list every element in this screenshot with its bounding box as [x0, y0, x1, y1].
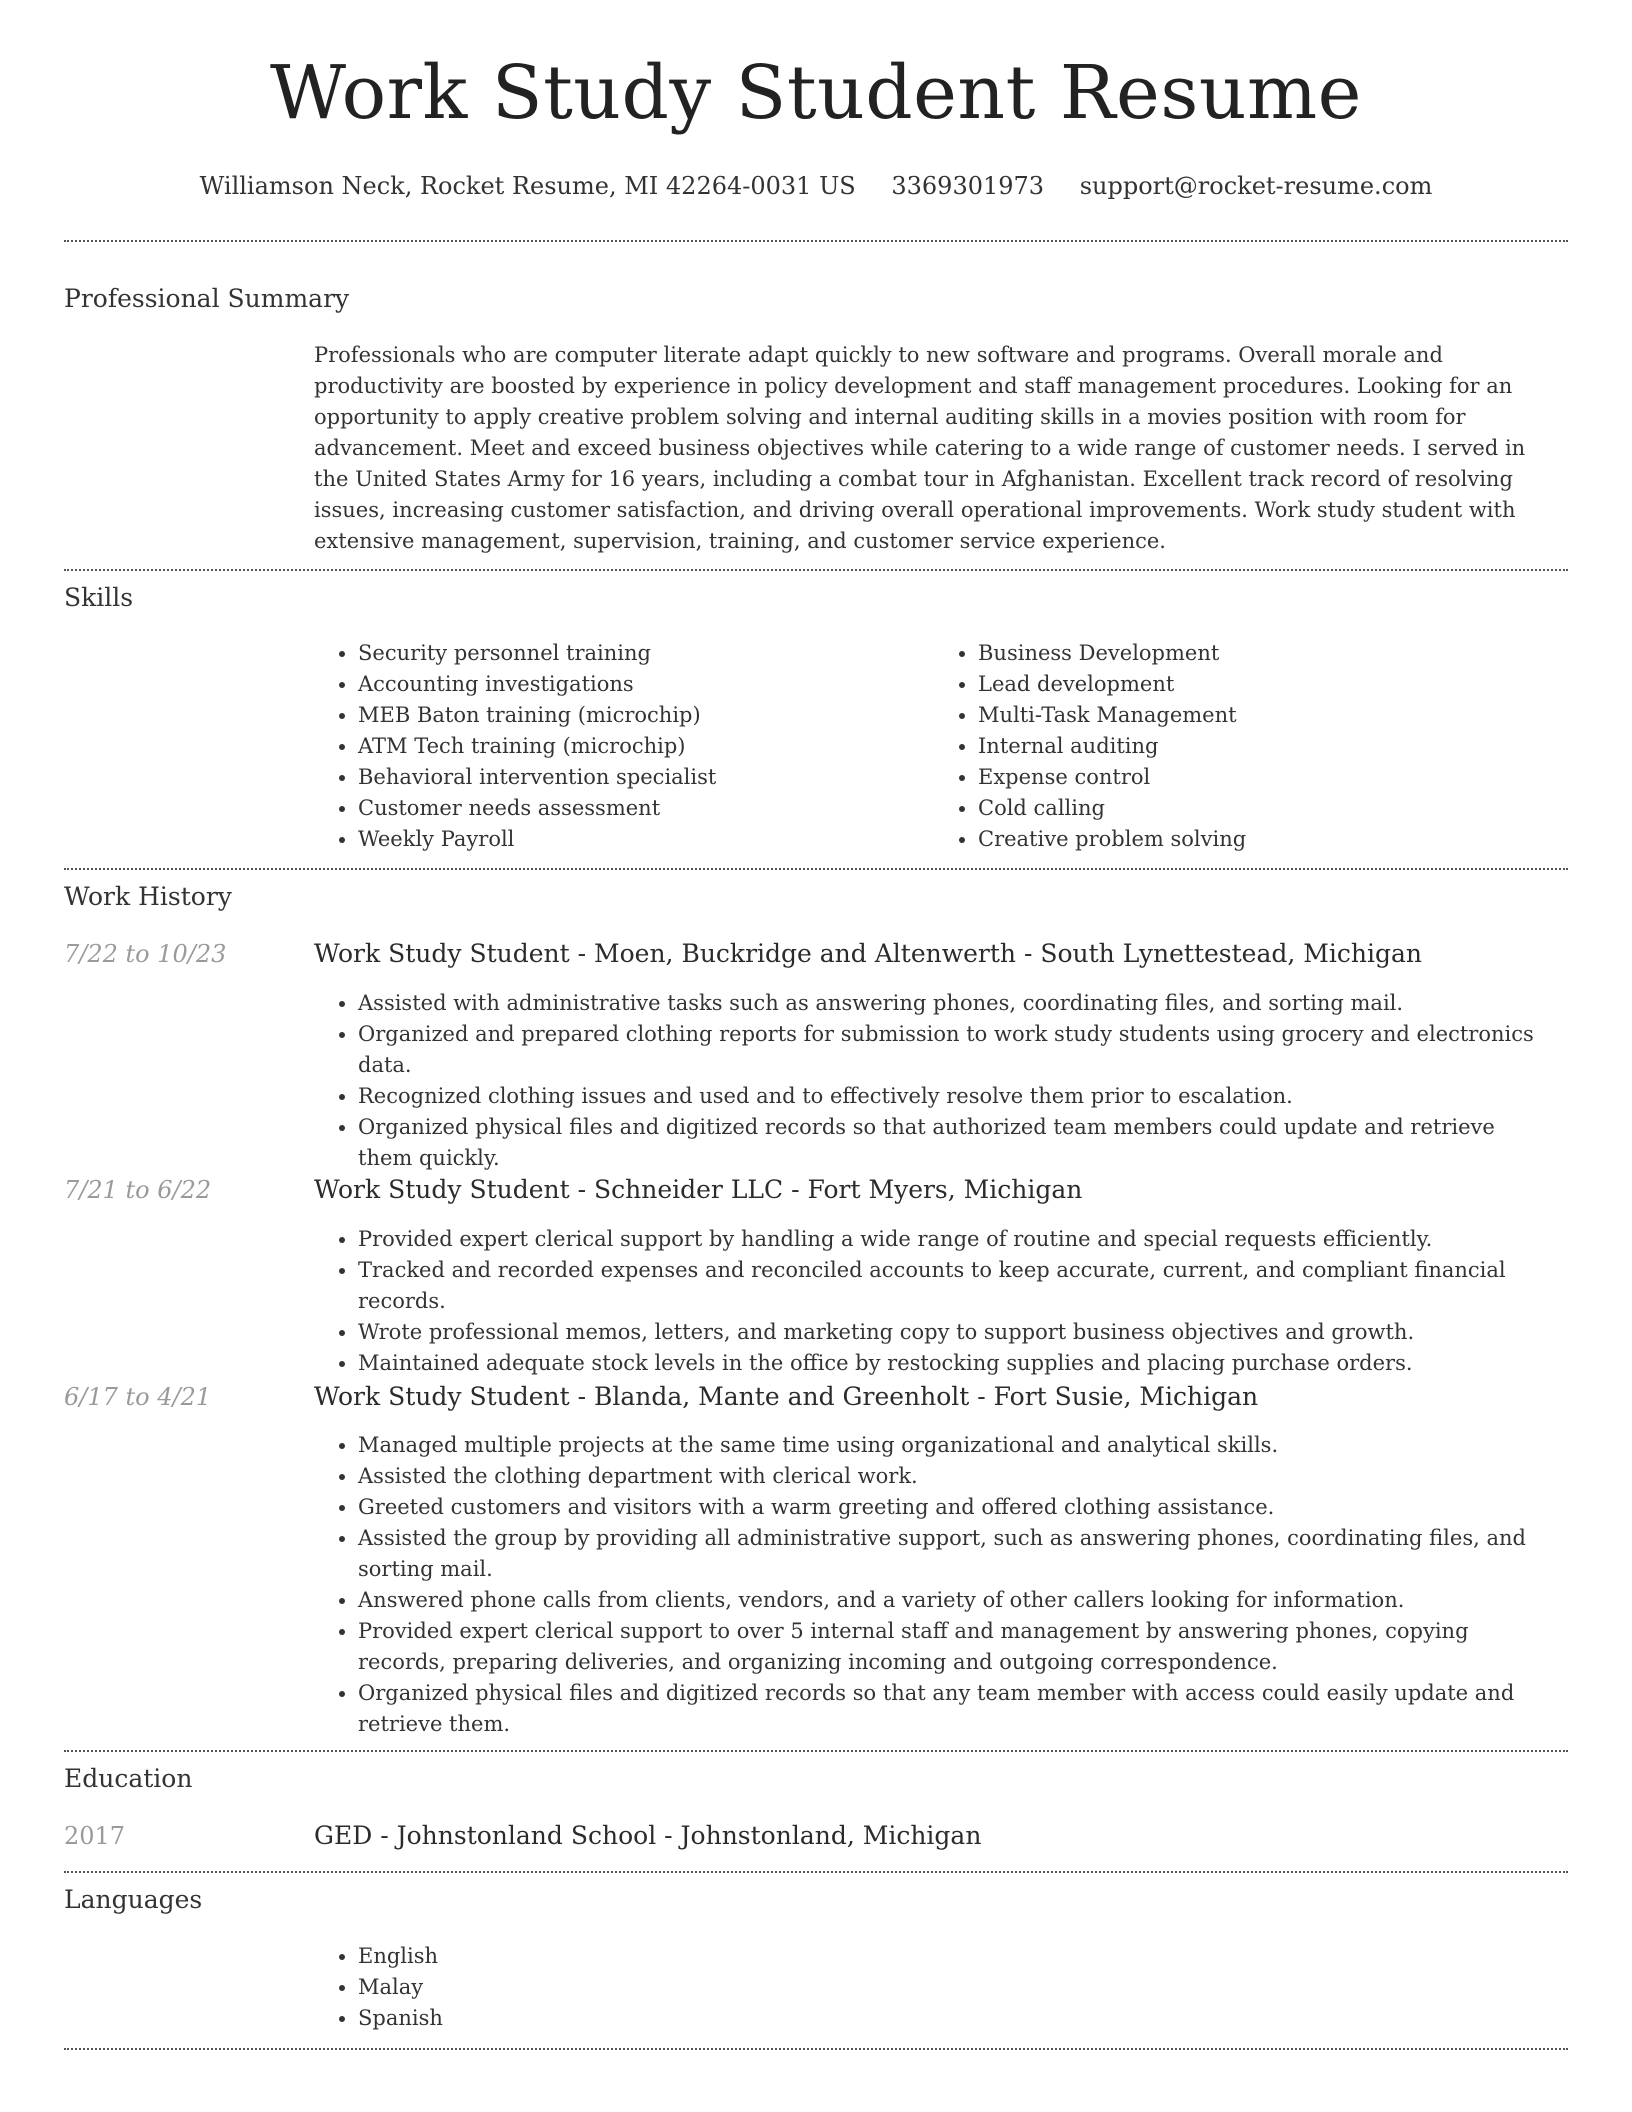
skills-section: [314, 638, 1554, 855]
skill-item: • Cold calling: [978, 793, 1554, 824]
job-duties: [314, 1224, 1554, 1379]
duty-item: • Provided expert clerical support by handling a wide range of routine and special requests efficiently.: [358, 1224, 1554, 1255]
skill-item: • Internal auditing: [978, 731, 1554, 762]
languages-section: [314, 1941, 1554, 2034]
section-divider: [64, 240, 1568, 242]
education-entry: GED - Johnstonland School - Johnstonland, Michigan: [314, 1821, 982, 1850]
job-title: Work Study Student - Schneider LLC - Fort Myers, Michigan: [314, 1175, 1083, 1204]
job-dates: 7/22 to 10/23: [64, 940, 227, 968]
duty-item: • Wrote professional memos, letters, and marketing copy to support business objectives and growth.: [358, 1317, 1554, 1348]
duty-item: • Maintained adequate stock levels in the office by restocking supplies and placing purchase orders.: [358, 1348, 1554, 1379]
language-item: • English: [358, 1941, 1554, 1972]
job-duties: [314, 1430, 1554, 1740]
language-item: • Spanish: [358, 2003, 1554, 2034]
language-item: • Malay: [358, 1972, 1554, 2003]
skill-item: • Accounting investigations: [358, 669, 934, 700]
summary-heading: Professional Summary: [64, 284, 350, 313]
skill-item: • Creative problem solving: [978, 824, 1554, 855]
skill-item: • Security personnel training: [358, 638, 934, 669]
skill-item: • Weekly Payroll: [358, 824, 934, 855]
duty-item: • Greeted customers and visitors with a warm greeting and offered clothing assistance.: [358, 1492, 1554, 1523]
contact-email: support@rocket-resume.com: [1079, 172, 1433, 200]
section-divider: [64, 868, 1568, 870]
section-divider: [64, 2048, 1568, 2050]
contact-address: Williamson Neck, Rocket Resume, MI 42264-0031 US: [199, 172, 856, 200]
education-heading: Education: [64, 1764, 193, 1793]
section-divider: [64, 569, 1568, 571]
skill-item: • Business Development: [978, 638, 1554, 669]
skill-item: • Expense control: [978, 762, 1554, 793]
skills-list-left: [314, 638, 934, 855]
skill-item: • Lead development: [978, 669, 1554, 700]
skill-item: • Multi-Task Management: [978, 700, 1554, 731]
duty-item: • Answered phone calls from clients, vendors, and a variety of other callers looking for information.: [358, 1585, 1554, 1616]
contact-line: [0, 172, 1632, 200]
skills-heading: Skills: [64, 583, 134, 612]
duty-item: • Tracked and recorded expenses and reconciled accounts to keep accurate, current, and compliant financial records.: [358, 1255, 1554, 1317]
skill-item: • ATM Tech training (microchip): [358, 731, 934, 762]
skill-item: • Customer needs assessment: [358, 793, 934, 824]
duty-item: • Assisted the clothing department with clerical work.: [358, 1461, 1554, 1492]
education-year: 2017: [64, 1822, 126, 1850]
duty-item: • Managed multiple projects at the same time using organizational and analytical skills.: [358, 1430, 1554, 1461]
languages-heading: Languages: [64, 1885, 203, 1914]
duty-item: • Recognized clothing issues and used and to effectively resolve them prior to escalation.: [358, 1081, 1554, 1112]
duty-item: • Provided expert clerical support to over 5 internal staff and management by answering phones, copying records, preparing deliveries, and organizing incoming and outgoing correspondence.: [358, 1616, 1554, 1678]
job-dates: 6/17 to 4/21: [64, 1383, 212, 1411]
job-title: Work Study Student - Blanda, Mante and Greenholt - Fort Susie, Michigan: [314, 1382, 1259, 1411]
skill-item: • Behavioral intervention specialist: [358, 762, 934, 793]
duty-item: • Organized physical files and digitized records so that authorized team members could update and retrieve them quickly.: [358, 1112, 1554, 1174]
summary-text: Professionals who are computer literate adapt quickly to new software and programs. Overall morale and productivity are boosted by experience in policy development and staff management procedures. Looking for an opportunity to apply creative problem solving and internal auditing skills in a movies position with room for advancement. Meet and exceed business objectives while catering to a wide range of customer needs. I served in the United States Army for 16 years, including a combat tour in Afghanistan. Excellent track record of resolving issues, increasing customer satisfaction, and driving overall operational improvements. Work study student with extensive management, supervision, training, and customer service experience.: [314, 343, 1526, 553]
contact-phone: 3369301973: [891, 172, 1045, 200]
work-history-heading: Work History: [64, 882, 232, 911]
job-dates: 7/21 to 6/22: [64, 1176, 212, 1204]
duty-item: • Organized and prepared clothing reports for submission to work study students using grocery and electronics data.: [358, 1019, 1554, 1081]
skill-item: • MEB Baton training (microchip): [358, 700, 934, 731]
job-title: Work Study Student - Moen, Buckridge and Altenwerth - South Lynettestead, Michigan: [314, 939, 1422, 968]
section-divider: [64, 1871, 1568, 1873]
duty-item: • Assisted the group by providing all administrative support, such as answering phones, coordinating files, and sorting mail.: [358, 1523, 1554, 1585]
skills-list-right: [934, 638, 1554, 855]
section-divider: [64, 1750, 1568, 1752]
duty-item: • Organized physical files and digitized records so that any team member with access could easily update and retrieve them.: [358, 1678, 1554, 1740]
duty-item: • Assisted with administrative tasks such as answering phones, coordinating files, and sorting mail.: [358, 988, 1554, 1019]
resume-title: Work Study Student Resume: [270, 50, 1362, 136]
summary-section: [314, 340, 1554, 557]
job-duties: [314, 988, 1554, 1174]
